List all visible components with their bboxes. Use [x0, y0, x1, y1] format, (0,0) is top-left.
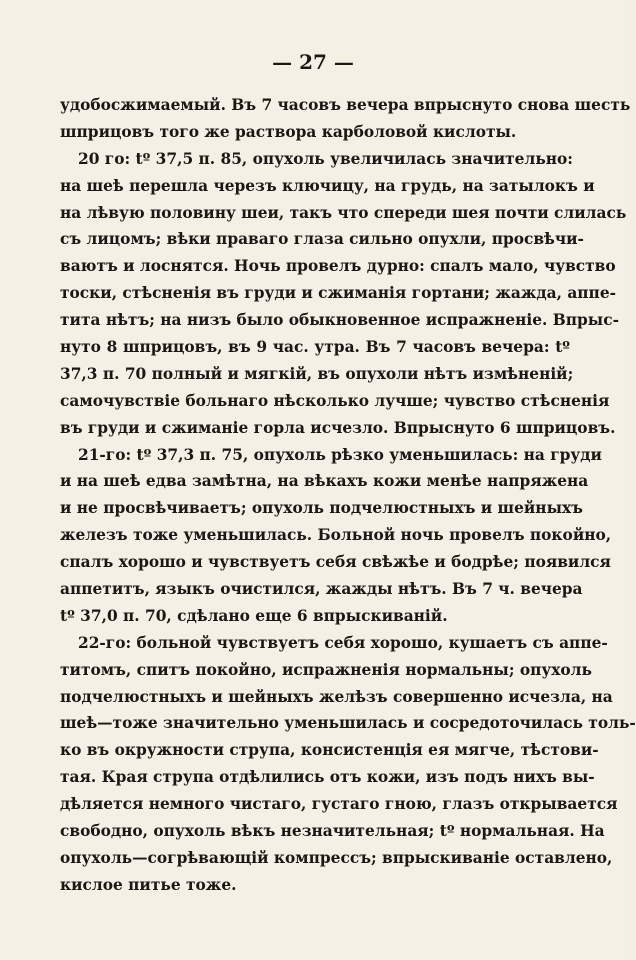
text-line: на лѣвую половину шеи, такъ что спереди шея почти слилась: [60, 203, 627, 222]
text-line: и не просвѣчиваетъ; опухоль подчелюстныхъ и шейныхъ: [60, 499, 583, 518]
text-line: самочувствіе больнаго нѣсколько лучше; чувство стѣсненія: [60, 391, 610, 410]
text-line: tº 37,0 п. 70, сдѣлано еще 6 впрыскиваній.: [60, 606, 448, 625]
text-line: свободно, опухоль вѣкъ незначительная; tº нормальная. На: [60, 822, 605, 841]
page-number: — 27 —: [272, 50, 354, 74]
text-line: ваютъ и лоснятся. Ночь провелъ дурно: спалъ мало, чувство: [60, 257, 616, 276]
text-line: съ лицомъ; вѣки праваго глаза сильно опухли, просвѣчи-: [60, 230, 584, 249]
body-text: [60, 92, 636, 899]
text-line: нуто 8 шприцовъ, въ 9 час. утра. Въ 7 часовъ вечера: tº: [60, 338, 570, 357]
text-line: 22-го: больной чувствуетъ себя хорошо, кушаетъ съ аппе-: [78, 633, 608, 652]
text-line: 21-го: tº 37,3 п. 75, опухоль рѣзко уменьшилась: на груди: [78, 445, 602, 464]
text-line: 20 го: tº 37,5 п. 85, опухоль увеличилась значительно:: [78, 149, 573, 168]
text-line: тита нѣтъ; на низъ было обыкновенное испражненіе. Впрыс-: [60, 311, 619, 330]
text-line: аппетитъ, языкъ очистился, жажды нѣтъ. Въ 7 ч. вечера: [60, 580, 583, 599]
text-line: ко въ окружности струпа, консистенція ея мягче, тѣстови-: [60, 741, 599, 760]
text-line: титомъ, спитъ покойно, испражненія нормальны; опухоль: [60, 660, 592, 679]
text-line: и на шеѣ едва замѣтна, на вѣкахъ кожи менѣе напряжена: [60, 472, 589, 491]
text-line: железъ тоже уменьшилась. Больной ночь провелъ покойно,: [60, 526, 612, 545]
text-line: 37,3 п. 70 полный и мягкій, въ опухоли нѣтъ измѣненій;: [60, 364, 574, 383]
text-line: удобосжимаемый. Въ 7 часовъ вечера впрыснуто снова шесть: [60, 96, 631, 114]
text-line: кислое питье тоже.: [60, 875, 237, 894]
text-line: тоски, стѣсненія въ груди и сжиманія гортани; жажда, аппе-: [60, 284, 617, 303]
text-line: спалъ хорошо и чувствуетъ себя свѣжѣе и бодрѣе; появился: [60, 553, 611, 572]
text-line: тая. Края струпа отдѣлились отъ кожи, изъ подъ нихъ вы-: [60, 768, 595, 787]
text-line: на шеѣ перешла черезъ ключицу, на грудь, на затылокъ и: [60, 176, 595, 195]
text-line: въ груди и сжиманіе горла исчезло. Впрыснуто 6 шприцовъ.: [60, 418, 616, 437]
text-line: шеѣ—тоже значительно уменьшилась и сосредоточилась толь-: [60, 714, 636, 733]
text-line: опухоль—согрѣвающій компрессъ; впрыскиваніе оставлено,: [60, 848, 613, 867]
text-line: дѣляется немного чистаго, густаго гною, глазъ открывается: [60, 795, 618, 814]
text-line: шприцовъ того же раствора карболовой кислоты.: [60, 122, 517, 141]
text-line: подчелюстныхъ и шейныхъ желѣзъ совершенно исчезла, на: [60, 687, 613, 706]
